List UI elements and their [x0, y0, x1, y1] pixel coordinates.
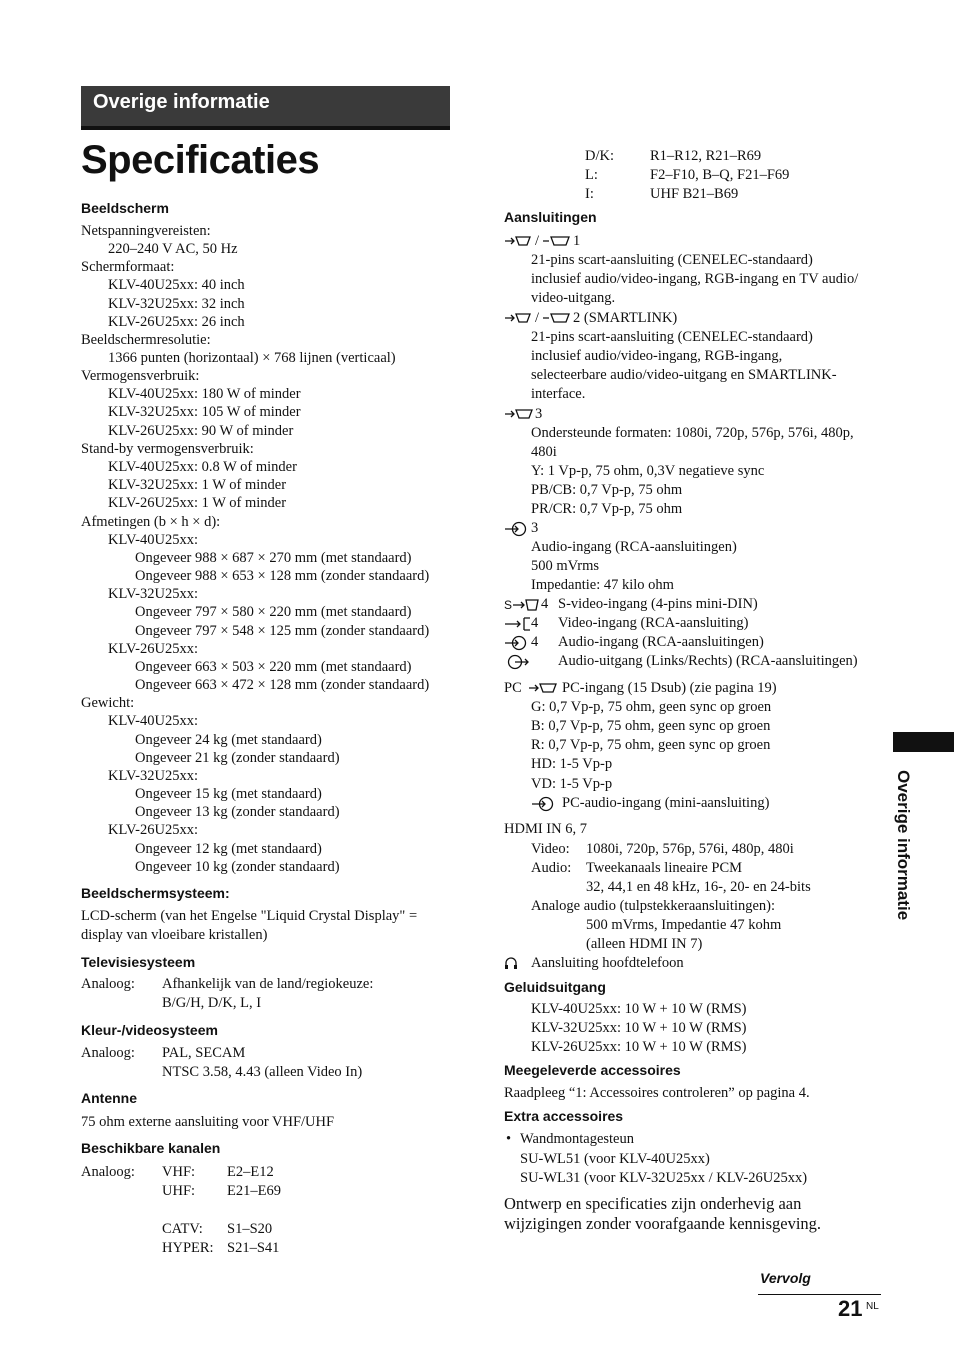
channel-band: HYPER: [162, 1240, 214, 1256]
spec-line: Vermogensverbruik: [81, 368, 200, 384]
spec-line: 220–240 V AC, 50 Hz [108, 241, 238, 257]
page-language: NL [866, 1301, 879, 1312]
spec-line: Ongeveer 988 × 653 × 128 mm (zonder standaard) [135, 568, 430, 584]
heading-beeldscherm: Beeldscherm [81, 200, 169, 216]
spec-line: PR/CR: 0,7 Vp-p, 75 ohm [531, 501, 683, 517]
spec-line: PC-audio-ingang (mini-aansluiting) [562, 795, 770, 811]
channel-range: E21–E69 [227, 1183, 281, 1199]
spec-line: PC-ingang (15 Dsub) (zie pagina 19) [562, 680, 777, 696]
scart-connector-icon [543, 311, 571, 325]
spec-line: interface. [531, 386, 586, 402]
side-tab-text: Overige informatie [894, 770, 913, 921]
audio-input-icon [504, 521, 530, 537]
spec-line: Audio-uitgang (Links/Rechts) (RCA-aansluitingen) [558, 653, 858, 669]
spec-line: 1080i, 720p, 576p, 576i, 480p, 480i [586, 841, 794, 857]
spec-line: selecteerbare audio/video-uitgang en SMARTLINK- [531, 367, 837, 383]
spec-line: Ongeveer 13 kg (zonder standaard) [135, 804, 340, 820]
spec-line: G: 0,7 Vp-p, 75 ohm, geen sync op groen [531, 699, 772, 715]
channel-range: F2–F10, B–Q, F21–F69 [650, 167, 790, 183]
section-header-label: Overige informatie [93, 91, 270, 113]
spec-line: Ongeveer 15 kg (met standaard) [135, 786, 322, 802]
side-tab-label [893, 770, 917, 935]
bullet: • [506, 1131, 512, 1147]
spec-line: 21-pins scart-aansluiting (CENELEC-standaard) [531, 329, 813, 345]
spec-line: Raadpleeg “1: Accessoires controleren” op pagina 4. [504, 1085, 810, 1101]
spec-line: 75 ohm externe aansluiting voor VHF/UHF [81, 1114, 335, 1130]
channel-band: D/K: [585, 148, 614, 164]
input-arrow-icon [504, 311, 532, 325]
spec-line: KLV-26U25xx: 26 inch [108, 314, 245, 330]
spec-line: KLV-32U25xx: [108, 586, 198, 602]
spec-label: Analoog: [81, 1045, 135, 1061]
spec-line: PB/CB: 0,7 Vp-p, 75 ohm [531, 482, 683, 498]
spec-line: KLV-32U25xx: 32 inch [108, 296, 245, 312]
audio-input-icon [504, 635, 530, 651]
spec-line: Video-ingang (RCA-aansluiting) [558, 615, 749, 631]
spec-line: R: 0,7 Vp-p, 75 ohm, geen sync op groen [531, 737, 771, 753]
spec-line: Stand-by vermogensverbruik: [81, 441, 254, 457]
spec-line: KLV-26U25xx: 90 W of minder [108, 423, 294, 439]
spec-line: NTSC 3.58, 4.43 (alleen Video In) [162, 1064, 363, 1080]
spec-line: KLV-40U25xx: 40 inch [108, 277, 245, 293]
spec-line: KLV-40U25xx: 180 W of minder [108, 386, 301, 402]
spec-line: SU-WL51 (voor KLV-40U25xx) [520, 1151, 710, 1167]
spec-line: Y: 1 Vp-p, 75 ohm, 0,3V negatieve sync [531, 463, 765, 479]
spec-line: Analoge audio (tulpstekkeraansluitingen): [531, 898, 776, 914]
heading-geluidsuitgang: Geluidsuitgang [504, 979, 606, 995]
spec-line: KLV-32U25xx: 10 W + 10 W (RMS) [531, 1020, 747, 1036]
page-number: 21 [838, 1296, 863, 1321]
connector-number: 1 [573, 233, 581, 249]
connector-number: 3 [531, 520, 539, 536]
channel-band: UHF: [162, 1183, 196, 1199]
footnote-line: wijzigingen zonder voorafgaande kennisgeving. [504, 1214, 822, 1233]
spec-line: Ongeveer 663 × 503 × 220 mm (met standaard) [135, 659, 412, 675]
spec-line: 21-pins scart-aansluiting (CENELEC-standaard) [531, 252, 813, 268]
page-title: Specificaties [81, 138, 320, 182]
spec-line: B: 0,7 Vp-p, 75 ohm, geen sync op groen [531, 718, 771, 734]
heading-antenne: Antenne [81, 1090, 137, 1106]
channel-range: R1–R12, R21–R69 [650, 148, 762, 164]
spec-line: Ongeveer 797 × 548 × 125 mm (zonder standaard) [135, 623, 430, 639]
pc-input-icon [528, 681, 558, 695]
section-header-bar [81, 86, 450, 130]
spec-line: KLV-40U25xx: [108, 532, 198, 548]
spec-line: Ongeveer 797 × 580 × 220 mm (met standaard) [135, 604, 412, 620]
spec-line: Netspanningvereisten: [81, 223, 211, 239]
spec-line: VD: 1-5 Vp-p [531, 776, 613, 792]
spec-line: KLV-32U25xx: [108, 768, 198, 784]
connector-number: 2 (SMARTLINK) [573, 310, 678, 326]
spec-line: Beeldschermresolutie: [81, 332, 211, 348]
pc-label: PC [504, 680, 522, 696]
scart-connector-icon [543, 234, 571, 248]
heading-meegeleverd: Meegeleverde accessoires [504, 1062, 681, 1078]
spec-line: KLV-40U25xx: [108, 713, 198, 729]
spec-line: KLV-32U25xx: 105 W of minder [108, 404, 301, 420]
spec-line: inclusief audio/video-ingang, RGB-ingang en TV audio/ [531, 271, 859, 287]
channel-band: L: [585, 167, 598, 183]
channel-range: S21–S41 [227, 1240, 280, 1256]
s-video-input-icon [504, 597, 540, 613]
channel-range: UHF B21–B69 [650, 186, 739, 202]
connector-number: 4 [541, 596, 549, 612]
heading-aansluitingen: Aansluitingen [504, 209, 597, 225]
spec-line: Ongeveer 10 kg (zonder standaard) [135, 859, 340, 875]
slash: / [535, 310, 540, 326]
spec-line: B/G/H, D/K, L, I [162, 995, 262, 1011]
spec-line: 1366 punten (horizontaal) × 768 lijnen (verticaal) [108, 350, 396, 366]
spec-line: (alleen HDMI IN 7) [586, 936, 703, 952]
spec-line: Ongeveer 663 × 472 × 128 mm (zonder standaard) [135, 677, 430, 693]
channel-range: S1–S20 [227, 1221, 273, 1237]
spec-line: Ongeveer 24 kg (met standaard) [135, 732, 322, 748]
channel-band: I: [585, 186, 594, 202]
spec-label: Audio: [531, 860, 572, 876]
spec-line: Impedantie: 47 kilo ohm [531, 577, 674, 593]
continued-label: Vervolg [760, 1270, 811, 1286]
spec-line: Ongeveer 988 × 687 × 270 mm (met standaard) [135, 550, 412, 566]
heading-televisiesysteem: Televisiesysteem [81, 954, 196, 970]
heading-kleursysteem: Kleur-/videosysteem [81, 1022, 218, 1038]
channel-band: VHF: [162, 1164, 196, 1180]
video-input-icon [504, 616, 532, 632]
slash: / [535, 233, 540, 249]
audio-output-icon [504, 654, 530, 670]
spec-line: Aansluiting hoofdtelefoon [531, 955, 684, 971]
svg-text:S: S [504, 598, 513, 612]
spec-line: Ongeveer 12 kg (met standaard) [135, 841, 322, 857]
spec-line: Schermformaat: [81, 259, 175, 275]
spec-line: Audio-ingang (RCA-aansluitingen) [558, 634, 764, 650]
connector-number: 3 [535, 406, 543, 422]
connector-number: 4 [531, 615, 539, 631]
component-input-icon [504, 407, 534, 421]
spec-line: Ondersteunde formaten: 1080i, 720p, 576p, 576i, 480p, [531, 425, 854, 441]
spec-line: display van vloeibare kristallen) [81, 927, 268, 943]
spec-line: KLV-26U25xx: 1 W of minder [108, 495, 287, 511]
connector-number: 4 [531, 634, 539, 650]
footer-rule [758, 1294, 881, 1295]
spec-line: KLV-40U25xx: 10 W + 10 W (RMS) [531, 1001, 747, 1017]
spec-line: 500 mVrms [531, 558, 600, 574]
spec-line: KLV-40U25xx: 0.8 W of minder [108, 459, 297, 475]
spec-line: video-uitgang. [531, 290, 616, 306]
spec-line: LCD-scherm (van het Engelse "Liquid Crystal Display" = [81, 908, 418, 924]
heading-kanalen: Beschikbare kanalen [81, 1140, 221, 1156]
heading-beeldschermsysteem: Beeldschermsysteem: [81, 885, 230, 901]
spec-label: Analoog: [81, 1164, 135, 1180]
channel-band: CATV: [162, 1221, 203, 1237]
spec-line: Tweekanaals lineaire PCM [586, 860, 743, 876]
spec-line: Wandmontagesteun [520, 1131, 634, 1147]
spec-line: S-video-ingang (4-pins mini-DIN) [558, 596, 758, 612]
spec-line: 500 mVrms, Impedantie 47 kohm [586, 917, 782, 933]
spec-line: HDMI IN 6, 7 [504, 821, 587, 837]
footnote-line: Ontwerp en specificaties zijn onderhevig aan [504, 1194, 802, 1213]
spec-line: 480i [531, 444, 557, 460]
spec-line: 32, 44,1 en 48 kHz, 16-, 20- en 24-bits [586, 879, 811, 895]
channel-range: E2–E12 [227, 1164, 274, 1180]
input-arrow-icon [504, 234, 532, 248]
spec-line: SU-WL31 (voor KLV-32U25xx / KLV-26U25xx) [520, 1170, 808, 1186]
spec-line: Afmetingen (b × h × d): [81, 514, 221, 530]
spec-line: Afhankelijk van de land/regiokeuze: [162, 976, 374, 992]
headphones-icon [504, 956, 518, 970]
spec-line: KLV-26U25xx: 10 W + 10 W (RMS) [531, 1039, 747, 1055]
spec-label: Video: [531, 841, 570, 857]
spec-line: PAL, SECAM [162, 1045, 246, 1061]
audio-input-icon [531, 796, 557, 812]
spec-line: Gewicht: [81, 695, 135, 711]
spec-line: KLV-26U25xx: [108, 641, 198, 657]
spec-line: Ongeveer 21 kg (zonder standaard) [135, 750, 340, 766]
spec-label: Analoog: [81, 976, 135, 992]
heading-extra: Extra accessoires [504, 1108, 624, 1124]
spec-line: Audio-ingang (RCA-aansluitingen) [531, 539, 737, 555]
spec-line: KLV-32U25xx: 1 W of minder [108, 477, 287, 493]
spec-line: inclusief audio/video-ingang, RGB-ingang, [531, 348, 783, 364]
spec-line: KLV-26U25xx: [108, 822, 198, 838]
spec-line: HD: 1-5 Vp-p [531, 756, 613, 772]
side-tab-marker [893, 732, 954, 752]
